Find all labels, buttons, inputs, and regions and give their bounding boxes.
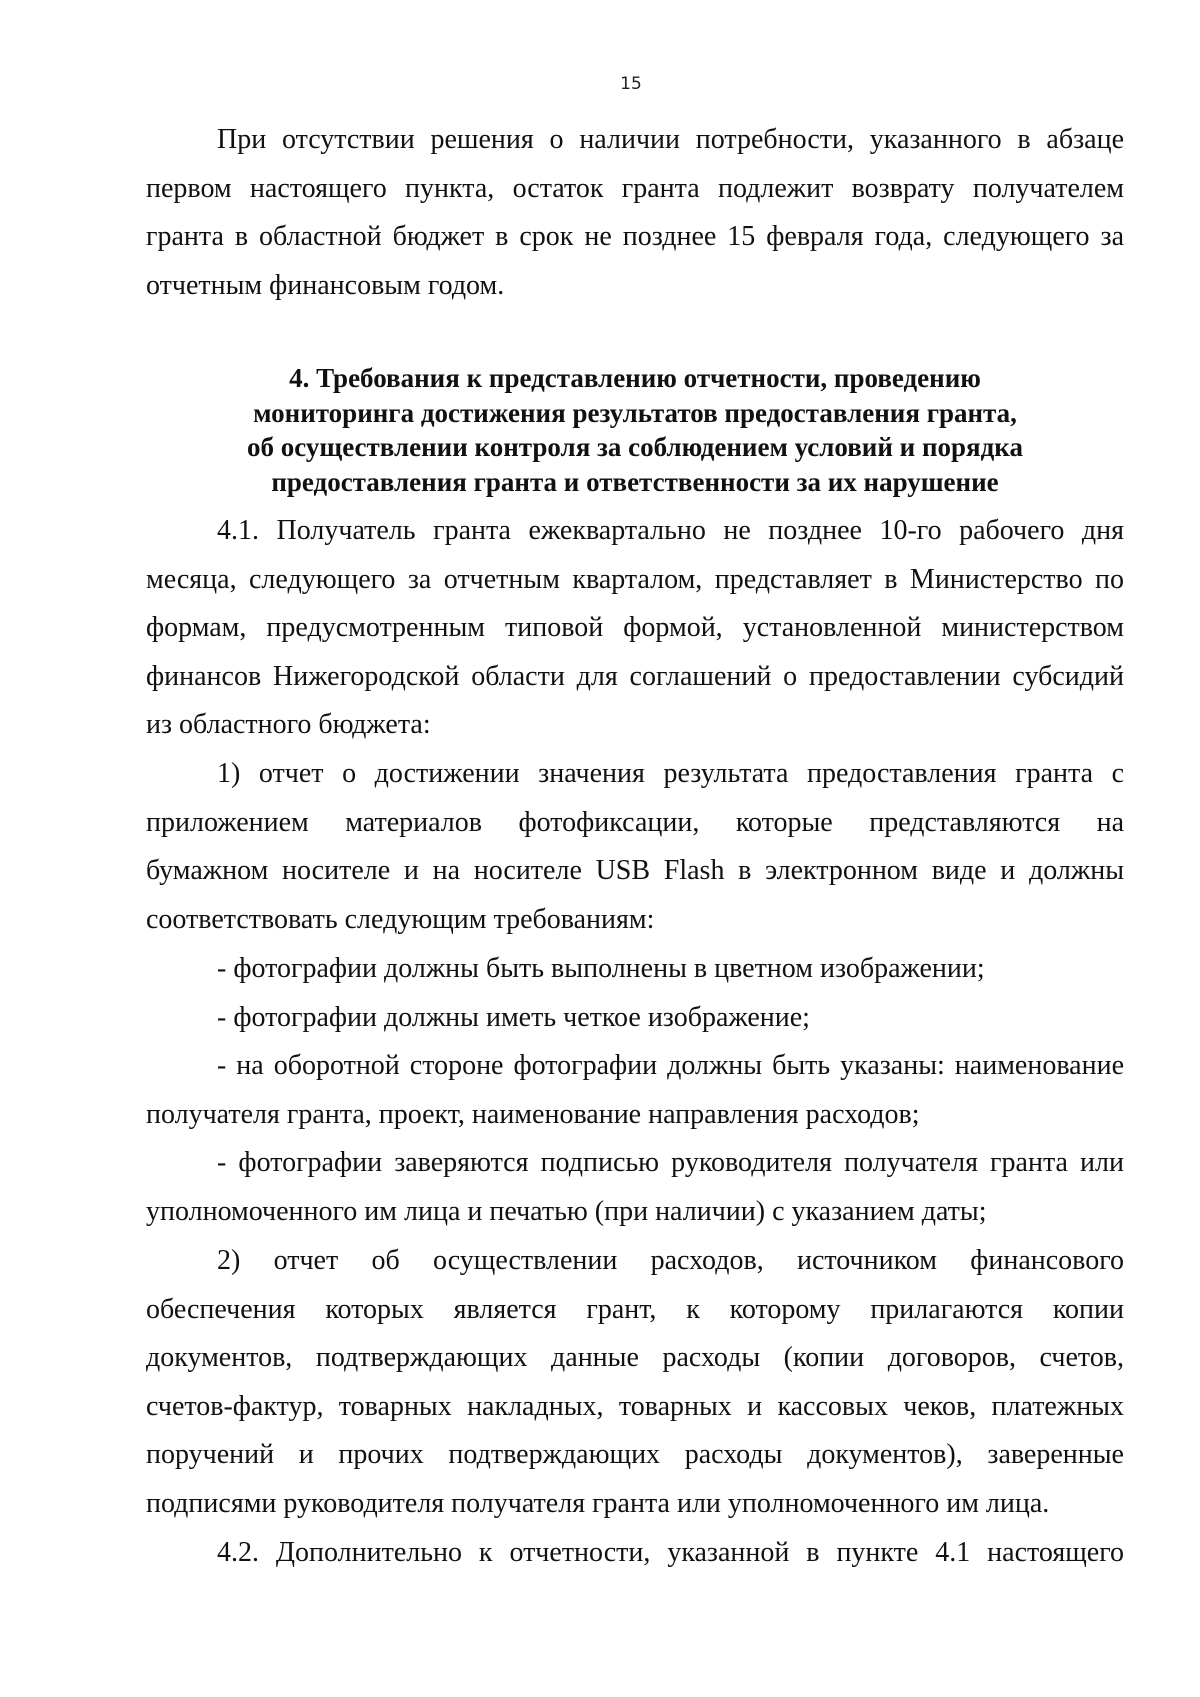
- bullet-item: - фотографии должны быть выполнены в цветном изображении;: [217, 953, 985, 984]
- text-line: отчетным финансовым годом.: [146, 269, 505, 301]
- bullet-item: - на оборотной стороне фотографии должны быть указаны: наименование: [217, 1050, 1124, 1082]
- heading-line: предоставления гранта и ответственности за их нарушение: [271, 466, 999, 497]
- text-line: месяца, следующего за отчетным кварталом, представляет в Министерство по: [146, 563, 1124, 595]
- text-line: бумажном носителе и на носителе USB Flash в электронном виде и должны: [146, 855, 1124, 887]
- bullet-list: [146, 945, 1124, 1237]
- section-heading: [146, 361, 1124, 499]
- heading-line: об осуществлении контроля за соблюдением условий и порядка: [247, 432, 1023, 462]
- text-line: 1) отчет о достижении значения результата предоставления гранта с: [217, 758, 1124, 789]
- paragraph-4-1: [146, 507, 1124, 750]
- page-number: 15: [620, 74, 642, 94]
- paragraph-4-2: [146, 1529, 1124, 1578]
- text-line: приложением материалов фотофиксации, которые представляются на: [146, 806, 1124, 838]
- bullet-item: - фотографии должны иметь четкое изображение;: [217, 1001, 810, 1033]
- text-line: из областного бюджета:: [146, 709, 431, 741]
- paragraph-item-2: [146, 1237, 1124, 1529]
- paragraph-intro: [146, 116, 1124, 310]
- paragraph-item-1: [146, 750, 1124, 944]
- text-line: финансов Нижегородской области для соглашений о предоставлении субсидий: [146, 660, 1124, 692]
- bullet-item-continuation: получателя гранта, проект, наименование направления расходов;: [146, 1098, 920, 1130]
- heading-line: 4. Требования к представлению отчетности, проведению: [289, 363, 981, 393]
- text-line: поручений и прочих подтверждающих расходы документов), заверенные: [146, 1439, 1124, 1471]
- text-line: При отсутствии решения о наличии потребности, указанного в абзаце: [217, 124, 1124, 155]
- bullet-item: - фотографии заверяются подписью руководителя получателя гранта или: [217, 1147, 1124, 1179]
- text-line: счетов-фактур, товарных накладных, товарных и кассовых чеков, платежных: [146, 1390, 1124, 1422]
- text-line: первом настоящего пункта, остаток гранта подлежит возврату получателем: [146, 172, 1124, 204]
- text-line: 2) отчет об осуществлении расходов, источником финансового: [217, 1245, 1124, 1276]
- text-line: 4.1. Получатель гранта ежеквартально не позднее 10-го рабочего дня: [217, 515, 1124, 546]
- text-line: 4.2. Дополнительно к отчетности, указанной в пункте 4.1 настоящего: [217, 1537, 1124, 1568]
- text-line: формам, предусмотренным типовой формой, установленной министерством: [146, 612, 1124, 644]
- bullet-item-continuation: уполномоченного им лица и печатью (при наличии) с указанием даты;: [146, 1195, 987, 1227]
- text-line: документов, подтверждающих данные расходы (копии договоров, счетов,: [146, 1342, 1124, 1374]
- text-line: подписями руководителя получателя гранта или уполномоченного им лица.: [146, 1487, 1050, 1519]
- heading-line: мониторинга достижения результатов предоставления гранта,: [253, 397, 1017, 428]
- text-line: обеспечения которых является грант, к которому прилагаются копии: [146, 1293, 1124, 1325]
- text-line: гранта в областной бюджет в срок не позднее 15 февраля года, следующего за: [146, 221, 1124, 253]
- text-line: соответствовать следующим требованиям:: [146, 903, 655, 935]
